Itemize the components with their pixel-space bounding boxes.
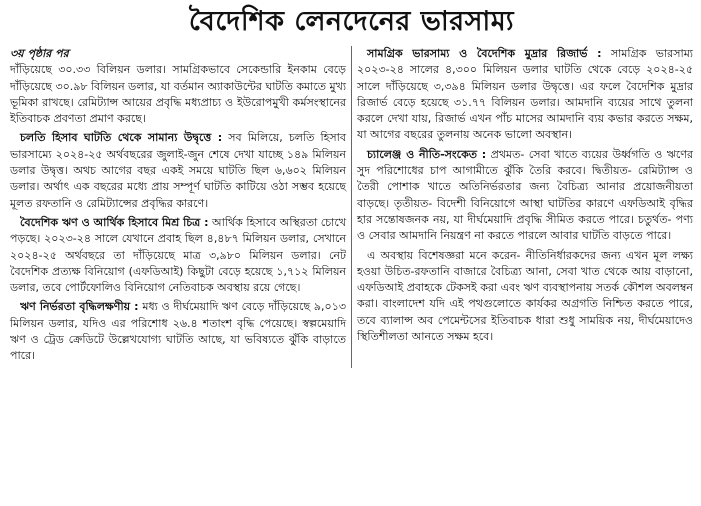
section-title: ঋণ নির্ভরতা বৃদ্ধিলক্ষণীয় : [20,300,139,314]
section-title: সামগ্রিক ভারসাম্য ও বৈদেশিক মুদ্রার রিজার্ভ : [367,47,602,60]
section-overall-balance [357,46,693,144]
continuation-note: ৩য় পৃষ্ঠার পর [10,47,69,60]
article-columns [10,46,693,368]
paragraph-conclusion: এ অবস্থায় বিশেষজ্ঞরা মনে করেন- নীতিনির্ধারকদের জন্য এখন মূল লক্ষ্য হওয়া উচিত-রফতানি বাজারে বৈচিত্র্য আনা, সেবা খাত থেকে আয় বাড়ানো, এফডিআই প্রবাহকে টেকসই করা এবং ঋণ ব্যবস্থাপনায় সতর্ক কৌশল অবলম্বন করা। বাংলাদেশ যদি এই পথগুলোতে কার্যকর অগ্রগতি নিশ্চিত করতে পারে, তবে ব্যালান্স অব পেমেন্টসের ইতিবাচক ধারা শুধু সাময়িক নয়, দীর্ঘমেয়াদেও স্থিতিশীলতা আনতে সক্ষম হবে। [357,248,693,344]
section-body: প্রথমত- সেবা খাতে ব্যয়ের উর্ধ্বগতি ও ঋণের সুদ পরিশোধের চাপ আগামীতে ঝুঁকি তৈরি করবে। দ্বিতীয়ত- রেমিট্যান্স ও তৈরী পোশাক খাতে অতিনির্ভরতার জন্য বৈচিত্র্য আনার প্রয়োজনীয়তা বাড়ছে। তৃতীয়ত- বিদেশী বিনিয়োগে আস্থা ঘাটতির কারণে এফডিআই বৃদ্ধির হার সন্তোষজনক নয়, যা দীর্ঘমেয়াদি প্রবৃদ্ধি সীমিত করতে পারে। চতুর্থত- পণ্য ও সেবার আমদানি নিয়ন্ত্রণ না করতে পারলে আবার ঘাটতি বাড়তে পারে। [357,147,694,243]
section-foreign-debt [10,215,346,296]
column-divider [351,46,352,368]
section-title: চ্যালেঞ্জ ও নীতি-সংকেত : [367,147,487,161]
left-column [10,46,346,368]
section-debt-dependency [10,299,346,364]
section-title: বৈদেশিক ঋণ ও আর্থিক হিসাবে মিশ্র চিত্র : [20,215,209,229]
section-title: চলতি হিসাব ঘাটতি থেকে সামান্য উদ্বৃত্তে : [20,131,223,145]
section-body: সামগ্রিক ভারসাম্য ২০২৩-২৪ সালের ৪,৩০০ মিলিয়ন ডলার ঘাটতি থেকে বেড়ে ২০২৪-২৫ সালে দাঁড়িয়েছে ৩,৩৯৪ মিলিয়ন ডলার উদ্বৃত্তে। এর ফলে বৈদেশিক মুদ্রার রিজার্ভ বেড়ে হয়েছে ৩১.৭৭ বিলিয়ন ডলার। আমদানি ব্যয়ের সাথে তুলনা করলে দেখা যায়, রিজার্ভ এখন পাঁচ মাসের আমদানি ব্যয় কভার করতে সক্ষম, যা আগের বছরের তুলনায় অনেক ভালো অবস্থান। [357,47,693,142]
section-body: মধ্য ও দীর্ঘমেয়াদি ঋণ বেড়ে দাঁড়িয়েছে ৯,০১৩ মিলিয়ন ডলার, যদিও এর পরিশোধ ২৬.৪ শতাংশ বৃদ্ধি পেয়েছে। স্বল্পমেয়াদি ঋণ ও ট্রেড ক্রেডিটে উল্লেখযোগ্য ঘাটতি আছে, যা ভবিষ্যতে ঝুঁকি বাড়াতে পারে। [10,300,346,363]
section-current-account [10,130,346,211]
headline: বৈদেশিক লেনদেনের ভারসাম্য [188,6,515,37]
section-challenges [357,147,693,245]
paragraph-remittance: দাঁড়িয়েছে ৩০.৩৩ বিলিয়ন ডলার। সামগ্রিকভাবে সেকেন্ডারি ইনকাম বেড়ে দাঁড়িয়েছে ৩০.৯৮ বিলিয়ন ডলার, যা বর্তমান অ্যাকাউন্টের ঘাটতি কমাতে মুখ্য ভূমিকা রাখছে। রেমিট্যান্স আয়ের প্রবৃদ্ধি মধ্যপ্রাচ্য ও ইউরোপমুখী কর্মসংস্থানের ইতিবাচক প্রবণতা প্রমাণ করছে। [10,63,347,126]
section-body: সব মিলিয়ে, চলতি হিসাব ভারসাম্যে ২০২৪-২৫ অর্থবছরের জুলাই-জুন শেষে দেখা যাচ্ছে ১৪৯ মিলিয়ন ডলার উদ্বৃত্ত। অথচ আগের বছর একই সময়ে ঘাটতি ছিল ৬,৬০২ মিলিয়ন ডলার। অর্থাৎ এক বছরের মধ্যে প্রায় সম্পূর্ণ ঘাটতি কাটিয়ে ওঠা সম্ভব হয়েছে মূলত রফতানি ও রেমিট্যান্সের প্রবৃদ্ধির কারণে। [10,131,346,210]
right-column [357,46,693,368]
section-body: আর্থিক হিসাবে অস্থিরতা চোখে পড়ছে। ২০২৩-২৪ সালে যেখানে প্রবাহ ছিল ৪,৪৮৭ মিলিয়ন ডলার, সেখানে ২০২৪-২৫ অর্থবছরে তা দাঁড়িয়েছে মাত্র ৩,৯৮০ মিলিয়ন ডলার। নেট বৈদেশিক প্রত্যক্ষ বিনিয়োগ (এফডিআই) কিছুটা বেড়ে হয়েছে ১,৭১২ মিলিয়ন ডলার, তবে পোর্টফোলিও বিনিয়োগ নেতিবাচক অবস্থায় রয়ে গেছে। [10,215,347,295]
